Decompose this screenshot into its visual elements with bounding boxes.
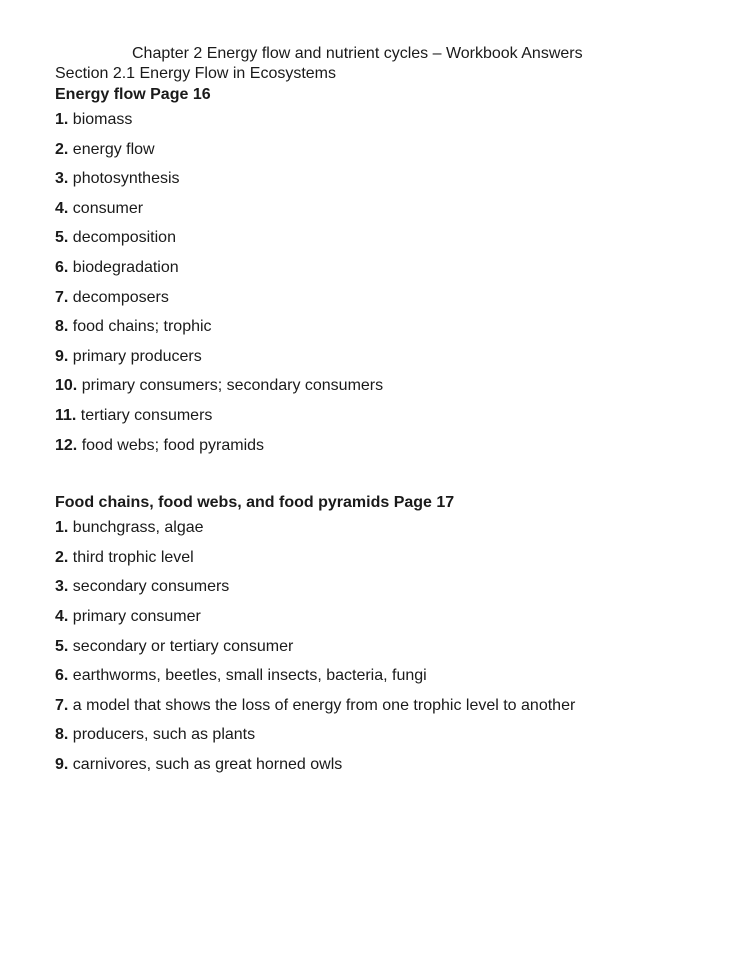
answer-item [55, 371, 695, 401]
answer-number: 7. [55, 696, 69, 714]
answer-item [55, 632, 695, 662]
answer-number: 4. [55, 607, 69, 625]
answer-number: 6. [55, 258, 69, 276]
answer-number: 7. [55, 288, 69, 306]
answer-item [55, 602, 695, 632]
answer-text: primary consumers; secondary consumers [77, 377, 384, 395]
answer-text: consumer [68, 199, 144, 217]
answer-text: energy flow [68, 140, 155, 158]
answer-item [55, 194, 695, 224]
part-heading-energy-flow: Energy flow Page 16 [55, 86, 211, 103]
answer-item [55, 431, 695, 461]
answer-item [55, 105, 695, 135]
answer-text: food webs; food pyramids [77, 436, 265, 454]
answer-number: 6. [55, 667, 69, 685]
answer-number: 12. [55, 436, 78, 454]
answer-item [55, 223, 695, 253]
answer-item [55, 691, 695, 721]
answer-number: 5. [55, 229, 69, 247]
answer-number: 1. [55, 111, 69, 128]
answer-text: food chains; trophic [68, 318, 212, 336]
answer-item [55, 720, 695, 750]
answer-text: earthworms, beetles, small insects, bacteria, fungi [68, 667, 427, 685]
answer-list-energy-flow [55, 105, 695, 460]
answer-text: decomposers [68, 288, 169, 306]
answer-item [55, 283, 695, 313]
answer-item [55, 661, 695, 691]
answer-item [55, 543, 695, 573]
answer-text: bunchgrass, algae [68, 519, 204, 537]
answer-number: 9. [55, 347, 69, 365]
answer-text: producers, such as plants [68, 726, 256, 744]
answer-number: 8. [55, 726, 69, 744]
answer-item [55, 164, 695, 194]
answer-item [55, 750, 695, 780]
answer-text: tertiary consumers [76, 406, 213, 424]
document-title: Chapter 2 Energy flow and nutrient cycles – Workbook Answers [132, 45, 583, 62]
answer-list-food-chains [55, 513, 695, 779]
answer-text: third trophic level [68, 548, 194, 566]
document-page [55, 44, 695, 779]
answer-number: 8. [55, 318, 69, 336]
answer-number: 1. [55, 519, 69, 537]
answer-text: a model that shows the loss of energy from one trophic level to another [68, 696, 576, 714]
answer-text: primary consumer [68, 607, 201, 625]
section-title: Section 2.1 Energy Flow in Ecosystems [55, 65, 337, 82]
answer-item [55, 572, 695, 602]
answer-item [55, 513, 695, 543]
answer-text: biomass [68, 111, 133, 128]
answer-text: secondary or tertiary consumer [68, 637, 294, 655]
answer-number: 10. [55, 377, 78, 395]
answer-text: biodegradation [68, 258, 179, 276]
answer-item [55, 312, 695, 342]
answer-number: 9. [55, 755, 69, 773]
answer-number: 5. [55, 637, 69, 655]
answer-number: 2. [55, 140, 69, 158]
answer-text: primary producers [68, 347, 202, 365]
answer-item [55, 135, 695, 165]
answer-item [55, 253, 695, 283]
answer-number: 11. [55, 406, 77, 424]
answer-number: 2. [55, 548, 69, 566]
answer-text: carnivores, such as great horned owls [68, 755, 343, 773]
answer-number: 3. [55, 170, 69, 188]
answer-number: 4. [55, 199, 69, 217]
answer-text: decomposition [68, 229, 176, 247]
part-heading-food-chains: Food chains, food webs, and food pyramids Page 17 [55, 494, 455, 512]
answer-text: secondary consumers [68, 578, 230, 596]
answer-number: 3. [55, 578, 69, 596]
answer-text: photosynthesis [68, 170, 180, 188]
answer-item [55, 401, 695, 431]
answer-item [55, 342, 695, 372]
